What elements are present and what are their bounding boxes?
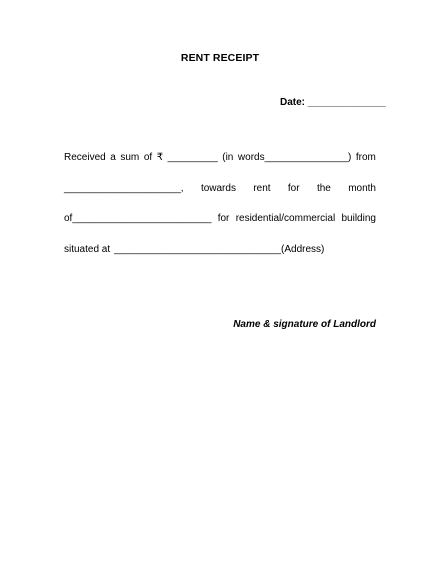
line3-word: for [217,213,230,224]
line2-word: month [348,183,376,194]
line2-word: the [316,183,331,194]
line1-word: (in [222,152,234,163]
line1-word: Received [64,152,106,163]
date-field [280,97,386,108]
line1-word: sum [120,152,140,163]
receipt-line-1 [64,152,376,163]
receipt-line-4 [64,244,376,255]
amount-blank: _________ [167,152,218,163]
line1-word: from [355,152,376,163]
address-blank: ______________________________(Address) [114,244,325,255]
landlord-signature-label: Name & signature of Landlord [233,319,376,330]
line2-word: rent [253,183,271,194]
line4-word: situated at [64,244,111,255]
line3-word: building [341,213,376,224]
line1-word: of [143,152,153,163]
receipt-line-2 [64,183,376,194]
rupee-symbol: ₹ [156,152,164,163]
line3-word: residential/commercial [235,213,336,224]
month-blank: of_________________________ [64,213,212,224]
date-label: Date: [280,97,306,108]
date-blank: ______________ [307,97,386,108]
tenant-name-blank: _____________________, [64,183,184,194]
line2-word: towards [200,183,236,194]
receipt-line-3 [64,213,376,224]
line1-word: a [110,152,116,163]
line2-word: for [287,183,300,194]
document-title: RENT RECEIPT [180,52,260,64]
amount-in-words-blank: words_______________) [237,152,352,163]
